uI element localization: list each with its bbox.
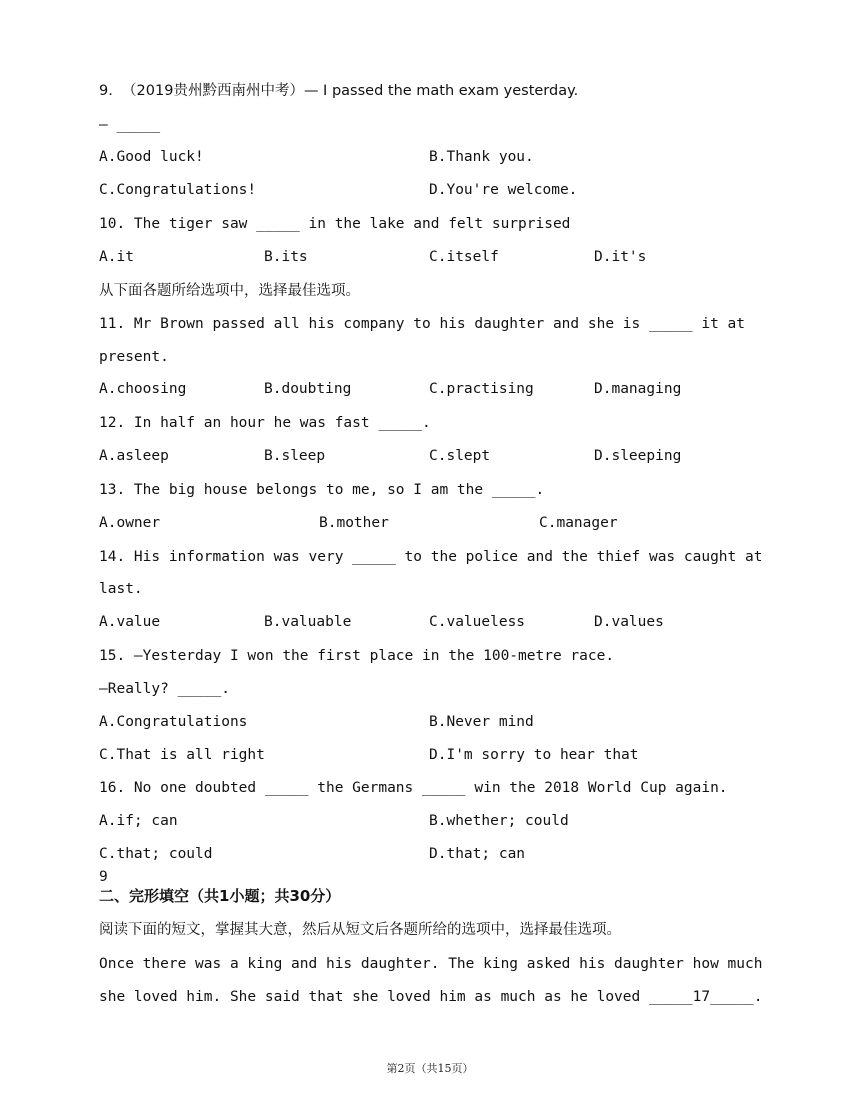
q16-option-c: C.that; could xyxy=(99,846,213,862)
q15-option-a: A.Congratulations xyxy=(99,714,248,730)
q14-option-a: A.value xyxy=(99,614,161,630)
q9-option-c: C.Congratulations! xyxy=(99,182,257,198)
q9-option-d: D.You're welcome. xyxy=(429,182,578,198)
q10-option-a: A.it xyxy=(99,249,134,265)
q11-option-c: C.practising xyxy=(429,381,534,397)
q13-option-b: B.mother xyxy=(319,515,389,531)
q15-stem-line2: —Really? _____. xyxy=(99,681,230,697)
q9-stem: 9. （2019贵州黔西南州中考）— I passed the math exam yesterday. xyxy=(99,83,579,99)
section-instruction: 从下面各题所给选项中，选择最佳选项。 xyxy=(99,283,360,299)
q14-option-d: D.values xyxy=(594,614,664,630)
passage-line2: she loved him. She said that she loved him as much as he loved _____17_____. xyxy=(99,989,763,1005)
q11-stem-line1: 11. Mr Brown passed all his company to his daughter and she is _____ it at xyxy=(99,316,746,332)
q9-option-a: A.Good luck! xyxy=(99,149,204,165)
q11-option-a: A.choosing xyxy=(99,381,187,397)
section2-instruction: 阅读下面的短文，掌握其大意，然后从短文后各题所给的选项中，选择最佳选项。 xyxy=(99,922,621,938)
q15-option-d: D.I'm sorry to hear that xyxy=(429,747,639,763)
q10-option-c: C.itself xyxy=(429,249,499,265)
q10-option-d: D.it's xyxy=(594,249,647,265)
q14-option-c: C.valueless xyxy=(429,614,526,630)
q15-stem-line1: 15. —Yesterday I won the first place in the 100-metre race. xyxy=(99,648,615,664)
q16-option-b: B.whether; could xyxy=(429,813,569,829)
section2-heading: 二、完形填空（共1小题；共30分） xyxy=(99,887,341,905)
q10-option-b: B.its xyxy=(264,249,308,265)
q10-stem: 10. The tiger saw _____ in the lake and felt surprised xyxy=(99,216,571,232)
q12-stem: 12. In half an hour he was fast _____. xyxy=(99,415,431,431)
q14-option-b: B.valuable xyxy=(264,614,352,630)
q9-blank: — _____ xyxy=(99,117,161,133)
q11-option-d: D.managing xyxy=(594,381,682,397)
q13-stem: 13. The big house belongs to me, so I am the _____. xyxy=(99,482,545,498)
q12-option-c: C.slept xyxy=(429,448,491,464)
q16-stem: 16. No one doubted _____ the Germans _____ win the 2018 World Cup again. xyxy=(99,780,728,796)
stray-number: 9 xyxy=(99,869,108,885)
q12-option-a: A.asleep xyxy=(99,448,169,464)
q15-option-b: B.Never mind xyxy=(429,714,534,730)
q16-option-a: A.if; can xyxy=(99,813,178,829)
q15-option-c: C.That is all right xyxy=(99,747,265,763)
q12-option-d: D.sleeping xyxy=(594,448,682,464)
q13-option-c: C.manager xyxy=(539,515,618,531)
passage-line1: Once there was a king and his daughter. The king asked his daughter how much xyxy=(99,956,763,972)
page-footer: 第2页（共15页） xyxy=(386,1062,474,1075)
q13-option-a: A.owner xyxy=(99,515,161,531)
q16-option-d: D.that; can xyxy=(429,846,526,862)
q11-stem-line2: present. xyxy=(99,349,169,365)
q12-option-b: B.sleep xyxy=(264,448,326,464)
q14-stem-line2: last. xyxy=(99,581,143,597)
q11-option-b: B.doubting xyxy=(264,381,352,397)
q9-option-b: B.Thank you. xyxy=(429,149,534,165)
q14-stem-line1: 14. His information was very _____ to the police and the thief was caught at xyxy=(99,549,763,565)
